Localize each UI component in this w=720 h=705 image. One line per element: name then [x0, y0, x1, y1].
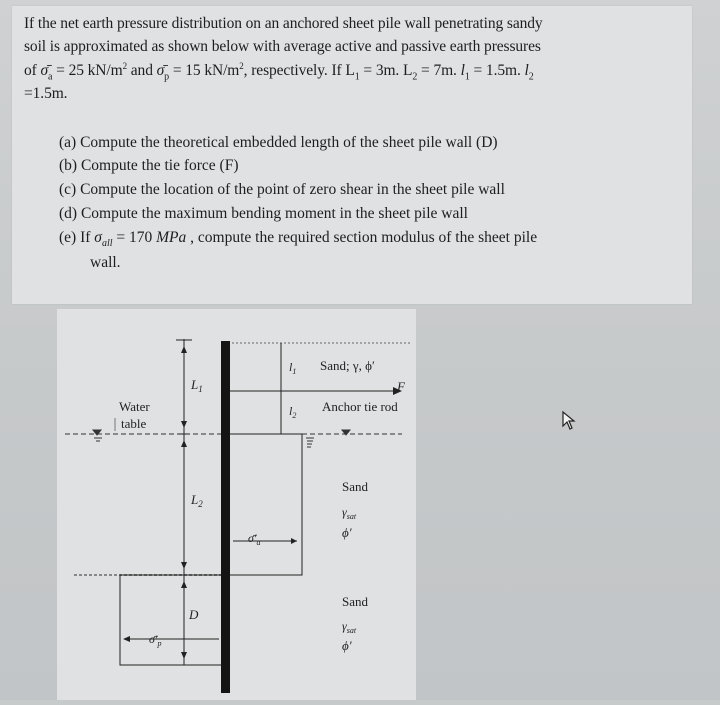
- problem-line-3: of $\sigmā_a = 25$ $kN/m^2$ and $\sigmā_p = 15$ $kN/m^2$, respectively. If $L_1 = 3m$. $L_2 = 7m$. $l_1 = 1.5m$. $l_2$: [24, 61, 534, 83]
- dim-arrow-dredge-up: [181, 562, 187, 569]
- passive-arrow-head: [123, 636, 130, 642]
- dim-arrow-bottom: [181, 652, 187, 659]
- label-phi-mid: ϕ′: [342, 525, 352, 540]
- water-table-symbol-right: [306, 430, 350, 447]
- dim-arrow-dredge-down: [181, 581, 187, 588]
- label-water: Water: [119, 399, 150, 414]
- label-l1: $l_1$: [289, 360, 297, 376]
- label-sand-low: Sand: [342, 594, 368, 609]
- dim-arrow-water-down: [181, 440, 187, 447]
- label-gamma-sat-mid: $\gamma_{sat}$: [342, 505, 357, 521]
- active-pressure-rect: [230, 434, 302, 575]
- question-a: (a) Compute the theoretical embedded length of the sheet pile wall (D): [59, 134, 498, 151]
- problem-line-4: =1.5m.: [24, 85, 68, 102]
- label-table: table: [121, 416, 147, 431]
- problem-line-2: soil is approximated as shown below with average active and passive earth pressures: [24, 38, 541, 55]
- label-anchor-tie-rod: Anchor tie rod: [322, 399, 398, 414]
- label-L2: $L_2$: [191, 492, 203, 509]
- sheet-pile-wall: [221, 341, 230, 693]
- problem-line-1: If the net earth pressure distribution on an anchored sheet pile wall penetrating sandy: [24, 15, 543, 32]
- problem-statement-panel: [12, 6, 692, 304]
- question-c: (c) Compute the location of the point of zero shear in the sheet pile wall: [59, 181, 505, 198]
- passive-pressure-rect: [120, 575, 221, 665]
- label-D: D: [189, 607, 199, 622]
- dim-arrow-top: [181, 346, 187, 353]
- label-F: F: [397, 379, 405, 394]
- question-e-line-2: wall.: [90, 254, 121, 271]
- sheet-pile-figure: [57, 309, 416, 700]
- water-table-symbol-left: [93, 418, 115, 441]
- label-l2: $l_2$: [289, 404, 297, 420]
- question-e: (e) If $\sigma_{all} = 170$ MPa , compute the required section modulus of the sheet pile: [59, 229, 538, 250]
- sheet-pile-diagram: [57, 309, 416, 700]
- question-b: (b) Compute the tie force (F): [59, 157, 239, 174]
- label-gamma-sat-low: $\gamma_{sat}$: [342, 619, 357, 635]
- label-sand-top: Sand; γ, ϕ′: [320, 358, 375, 373]
- question-d: (d) Compute the maximum bending moment in the sheet pile wall: [59, 205, 468, 222]
- label-phi-low: ϕ′: [342, 638, 352, 653]
- label-sigma-a: $\sigmā'_a$: [248, 531, 261, 547]
- active-arrow-head: [291, 538, 297, 544]
- label-L1: $L_1$: [191, 377, 203, 394]
- mouse-cursor-icon: [561, 410, 579, 434]
- dim-arrow-water-up: [181, 421, 187, 428]
- label-sand-mid: Sand: [342, 479, 368, 494]
- label-sigma-p: $\sigmā'_p$: [149, 632, 162, 648]
